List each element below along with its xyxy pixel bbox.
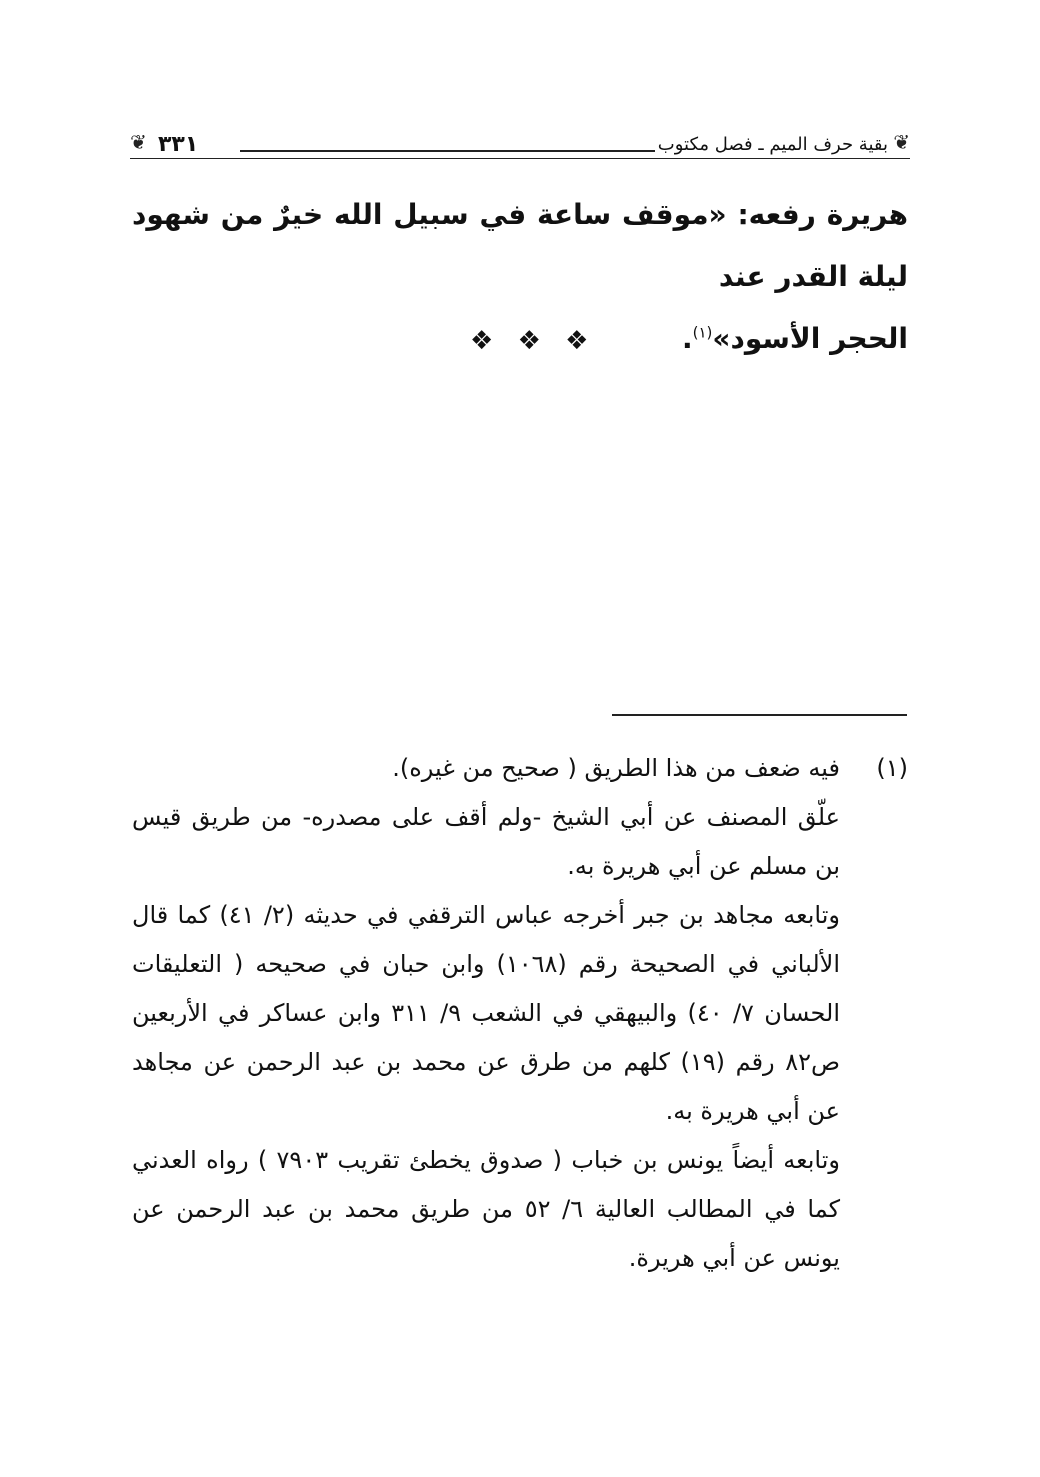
footnote-paragraph: وتابعه مجاهد بن جبر أخرجه عباس الترقفي في حديثه (٢/ ٤١) كما قال الألباني في الصحيحة رقم (١٠٦٨) وابن حبان في صحيحه ( التعليقات الحسان ٧/ ٤٠) والبيهقي في الشعب ٩/ ٣١١ وابن عساكر في الأربعين ص٨٢ رقم (١٩) كلهم من طرق عن محمد بن عبد الرحمن عن مجاهد عن أبي هريرة به. [132,901,841,1125]
footnote-paragraph: وتابعه أيضاً يونس بن خباب ( صدوق يخطئ تقريب ٧٩٠٣ ) رواه العدني كما في المطالب العالية ٦/ ٥٢ من طريق محمد بن عبد الرحمن عن يونس عن أبي هريرة. [132,1146,840,1272]
ornament-icon: ❦ [130,130,147,154]
footnote-first-line [132,744,908,793]
footnote-text: فيه ضعف من هذا الطريق ( صحيح من غيره). [392,754,840,782]
footnote-paragraph: علّق المصنف عن أبي الشيخ -ولم أقف على مصدره- من طريق قيس بن مسلم عن أبي هريرة به. [132,803,840,880]
header-rule [240,150,655,152]
footnote-rule [612,714,907,716]
running-title: بقية حرف الميم ـ فصل مكتوب [657,134,888,155]
section-separator-icon: ❖ ❖ ❖ [470,326,597,356]
main-line-text: الحجر الأسود» [712,322,908,355]
page-number: ٣٣١ [158,132,199,157]
footnote [132,744,908,1283]
ornament-icon: ❦ [893,130,910,154]
footnote-number: (١) [876,754,908,782]
footnote-reference: (١) [692,323,713,342]
running-header [130,128,910,168]
main-line: هريرة رفعه: «موقف ساعة في سبيل الله خيرٌ من شهود ليلة القدر عند [132,198,908,293]
header-underline [130,158,910,159]
main-line-end: . [681,322,693,355]
